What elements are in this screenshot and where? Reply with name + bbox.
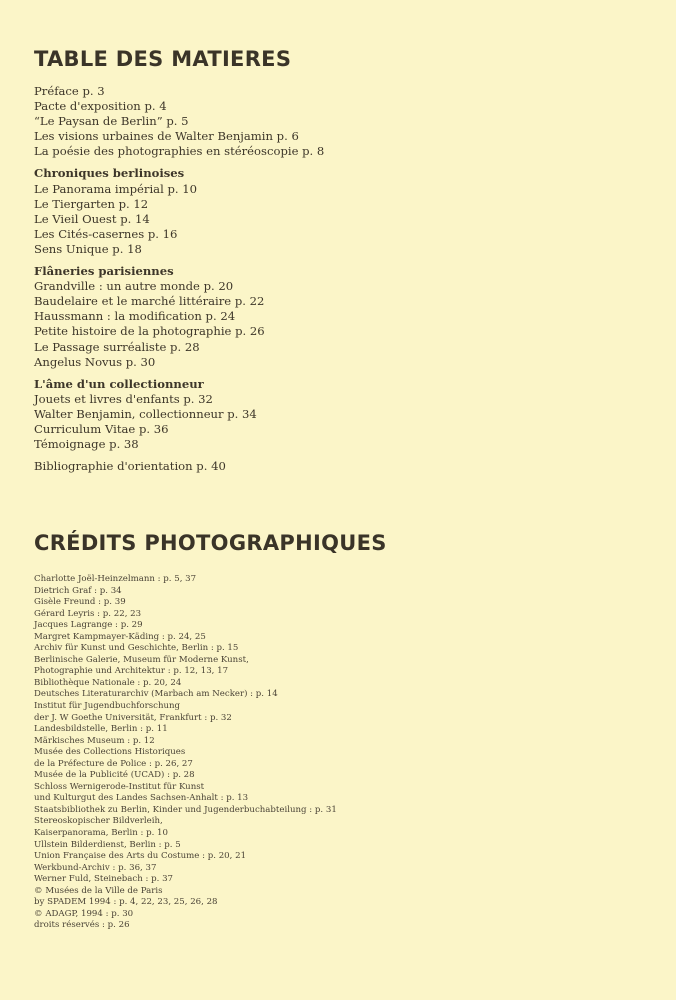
toc-section-title: Chroniques berlinoises [34, 166, 185, 181]
toc-entry: Le Vieil Ouest p. 14 [34, 211, 150, 226]
toc-intro-group [34, 84, 634, 159]
toc-entry: Le Passage surréaliste p. 28 [34, 339, 200, 354]
credit-line: und Kulturgut des Landes Sachsen-Anhalt : p. 13 [34, 793, 249, 804]
credit-line: Ullstein Bilderdienst, Berlin : p. 5 [34, 839, 181, 850]
toc-bibliography-entry: Bibliographie d'orientation p. 40 [34, 459, 226, 474]
credit-line: Werner Fuld, Steinebach : p. 37 [34, 874, 174, 885]
credit-line: Margret Kampmayer-Käding : p. 24, 25 [34, 631, 206, 642]
toc-entry: Grandville : un autre monde p. 20 [34, 279, 234, 294]
toc-entry: Sens Unique p. 18 [34, 241, 142, 256]
credit-line: Musée des Collections Historiques [34, 747, 186, 758]
credits-title: CRÉDITS PHOTOGRAPHIQUES [34, 531, 387, 555]
photo-credits-list [34, 574, 654, 932]
toc-entry: Les visions urbaines de Walter Benjamin p. 6 [34, 129, 299, 144]
credit-line: Deutsches Literaturarchiv (Marbach am Necker) : p. 14 [34, 689, 278, 700]
credit-line: Photographie und Architektur : p. 12, 13, 17 [34, 666, 229, 677]
toc-entry: Baudelaire et le marché littéraire p. 22 [34, 294, 265, 309]
toc-section-flaneries [34, 264, 634, 370]
toc-entry: Haussmann : la modification p. 24 [34, 309, 236, 324]
credit-line: Bibliothèque Nationale : p. 20, 24 [34, 677, 182, 688]
credit-line: Charlotte Joël-Heinzelmann : p. 5, 37 [34, 574, 197, 584]
credit-line: Schloss Wernigerode-Institut für Kunst [34, 781, 205, 792]
credit-line: © Musées de la Ville de Paris [34, 885, 163, 896]
toc-entry: La poésie des photographies en stéréoscopie p. 8 [34, 144, 325, 159]
toc-section-title: L'âme d'un collectionneur [34, 376, 204, 391]
credit-line: Stereoskopischer Bildverleih, [34, 816, 163, 827]
toc-entry: Walter Benjamin, collectionneur p. 34 [34, 406, 257, 421]
toc-entry: Petite histoire de la photographie p. 26 [34, 324, 265, 339]
toc-entry: “Le Paysan de Berlin” p. 5 [34, 114, 189, 129]
toc-title: TABLE DES MATIERES [34, 47, 292, 71]
toc-entry: Curriculum Vitae p. 36 [34, 421, 169, 436]
credit-line: der J. W Goethe Universität, Frankfurt : p. 32 [34, 712, 232, 723]
credit-line: Institut für Jugendbuchforschung [34, 701, 181, 712]
credit-line: by SPADEM 1994 : p. 4, 22, 23, 25, 26, 28 [34, 897, 218, 908]
credit-line: Gisèle Freund : p. 39 [34, 597, 126, 608]
toc-entry: Pacte d'exposition p. 4 [34, 99, 167, 114]
credit-line: © ADAGP, 1994 : p. 30 [34, 908, 134, 919]
toc-entry: Le Panorama impérial p. 10 [34, 181, 198, 196]
toc-entry: Jouets et livres d'enfants p. 32 [34, 391, 213, 406]
credit-line: Gérard Leyris : p. 22, 23 [34, 608, 142, 619]
toc-entry: Témoignage p. 38 [34, 437, 139, 452]
credit-line: Jacques Lagrange : p. 29 [34, 620, 143, 631]
credit-line: Werkbund-Archiv : p. 36, 37 [34, 862, 157, 873]
toc-entry: Angelus Novus p. 30 [34, 354, 156, 369]
toc-section-title: Flâneries parisiennes [34, 264, 174, 279]
credit-line: de la Préfecture de Police : p. 26, 27 [34, 758, 193, 769]
credit-line: Märkisches Museum : p. 12 [34, 735, 155, 746]
credit-line: Berlinische Galerie, Museum für Moderne Kunst, [34, 654, 249, 665]
toc-entry: Préface p. 3 [34, 84, 105, 98]
credit-line: Musée de la Publicité (UCAD) : p. 28 [34, 770, 195, 781]
credit-line: droits réservés : p. 26 [34, 920, 130, 931]
toc-section-chroniques [34, 166, 634, 257]
toc-section-collectionneur [34, 377, 634, 452]
credit-line: Kaiserpanorama, Berlin : p. 10 [34, 828, 168, 839]
credit-line: Union Française des Arts du Costume : p. 20, 21 [34, 851, 247, 862]
credit-line: Dietrich Graf : p. 34 [34, 585, 122, 596]
table-of-contents [34, 84, 634, 474]
toc-entry: Le Tiergarten p. 12 [34, 196, 149, 211]
credit-line: Archiv für Kunst und Geschichte, Berlin : p. 15 [34, 643, 239, 654]
credit-line: Landesbildstelle, Berlin : p. 11 [34, 724, 168, 735]
toc-entry: Les Cités-casernes p. 16 [34, 226, 178, 241]
credit-line: Staatsbibliothek zu Berlin, Kinder und Jugenderbuchabteilung : p. 31 [34, 804, 337, 815]
